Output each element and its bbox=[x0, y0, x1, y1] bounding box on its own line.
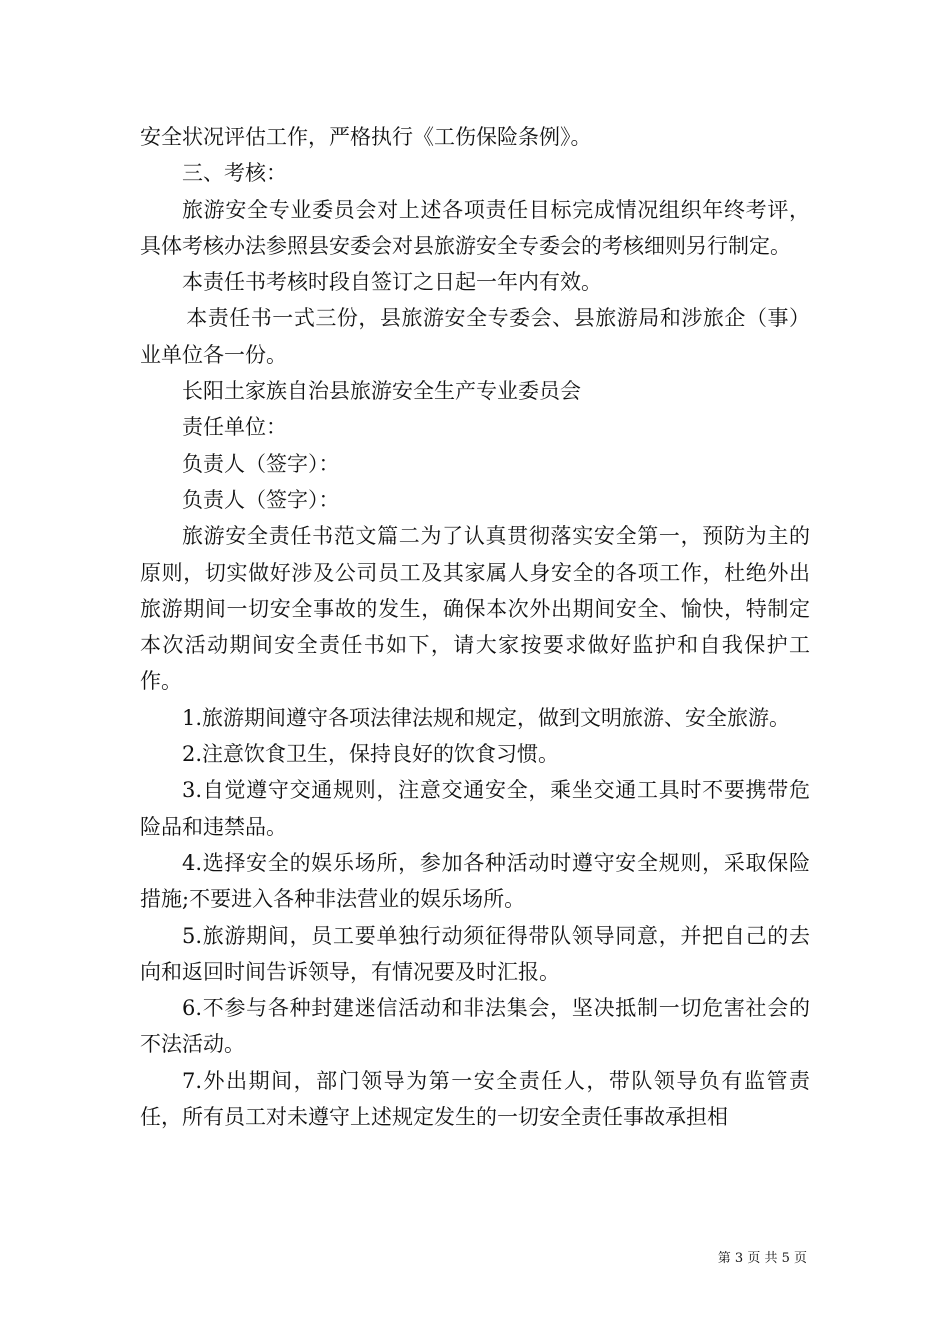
section-heading-assessment: 三、考核： bbox=[182, 161, 287, 186]
list-item-4: 4.选择安全的娱乐场所，参加各种活动时遵守安全规则，采取保险措施;不要进入各种非法营业的娱乐场所。 bbox=[140, 850, 810, 912]
list-item-2: 2.注意饮食卫生，保持良好的饮食习惯。 bbox=[182, 742, 560, 767]
document-body bbox=[140, 119, 810, 1135]
list-item-3: 3.自觉遵守交通规则，注意交通安全，乘坐交通工具时不要携带危险品和违禁品。 bbox=[140, 778, 810, 839]
paragraph-assessment: 旅游安全专业委员会对上述各项责任目标完成情况组织年终考评，具体考核办法参照县安委会对县旅游安全专委会的考核细则另行制定。 bbox=[140, 197, 810, 258]
list-item-6: 6.不参与各种封建迷信活动和非法集会，坚决抵制一切危害社会的不法活动。 bbox=[140, 996, 810, 1057]
list-item-5: 5.旅游期间，员工要单独行动须征得带队领导同意，并把自己的去向和返回时间告诉领导，有情况要及时汇报。 bbox=[140, 923, 810, 984]
paragraph-validity: 本责任书考核时段自签订之日起一年内有效。 bbox=[182, 270, 602, 295]
paragraph-copies: 本责任书一式三份，县旅游安全专委会、县旅游局和涉旅企（事）业单位各一份。 bbox=[140, 306, 810, 367]
paragraph-part-two-intro: 旅游安全责任书范文篇二为了认真贯彻落实安全第一，预防为主的原则，切实做好涉及公司员工及其家属人身安全的各项工作，杜绝外出旅游期间一切安全事故的发生，确保本次外出期间安全、愉快，特制定本次活动期间安全责任书如下，请大家按要求做好监护和自我保护工作。 bbox=[140, 524, 810, 694]
paragraph-continuation: 安全状况评估工作，严格执行《工伤保险条例》。 bbox=[140, 125, 592, 149]
signatory-committee: 长阳土家族自治县旅游安全生产专业委员会 bbox=[182, 379, 581, 404]
list-item-7: 7.外出期间，部门领导为第一安全责任人，带队领导负有监管责任，所有员工对未遵守上述规定发生的一切安全责任事故承担相 bbox=[140, 1068, 810, 1130]
list-item-1: 1.旅游期间遵守各项法律法规和规定，做到文明旅游、安全旅游。 bbox=[182, 705, 791, 730]
page-number-footer: 第 3 页 共 5 页 bbox=[717, 1251, 807, 1266]
signatory-unit: 责任单位： bbox=[182, 415, 287, 440]
signature-line-2: 负责人（签字）： bbox=[182, 487, 340, 512]
signature-line-1: 负责人（签字）： bbox=[182, 451, 340, 476]
